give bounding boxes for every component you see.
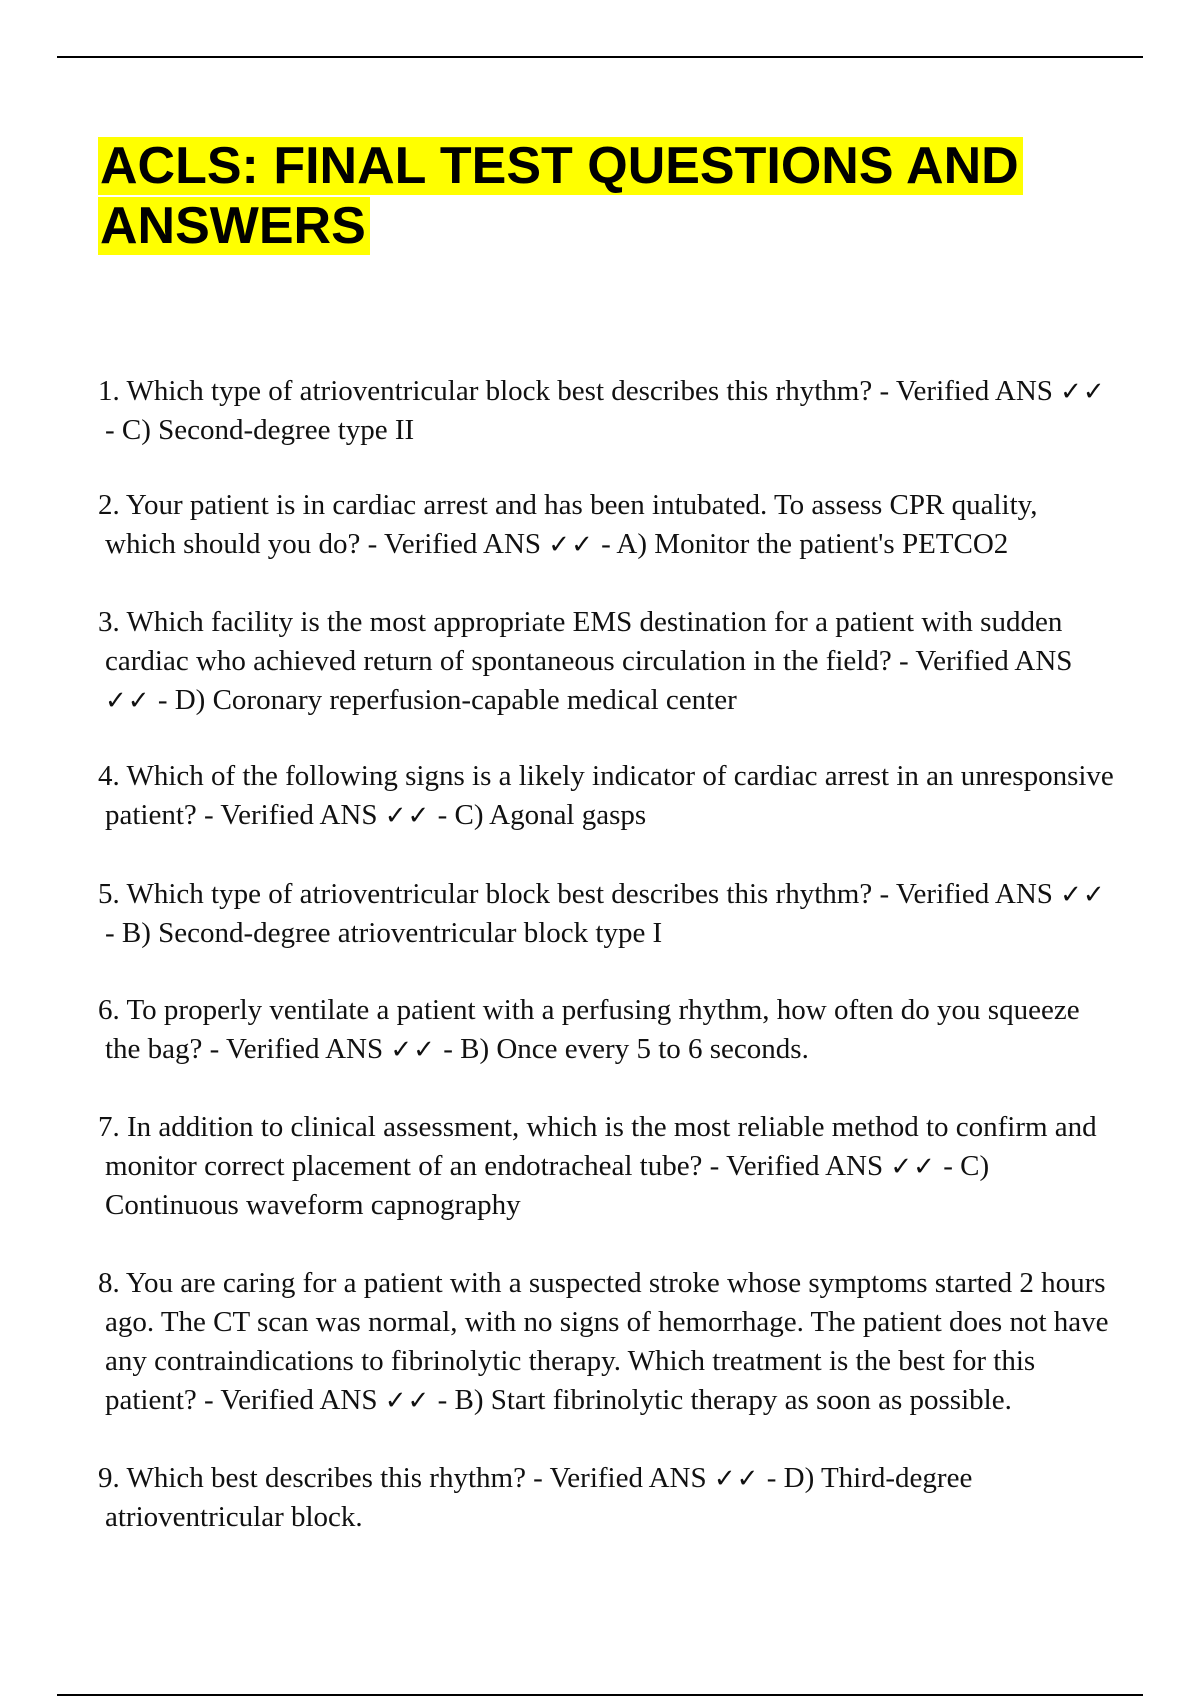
question-text: the bag? - Verified ANS	[105, 1033, 391, 1065]
check-mark-icon: ✓✓	[1060, 377, 1106, 407]
question-line	[98, 1186, 1097, 1225]
question-item	[98, 372, 1106, 450]
question-item	[98, 1108, 1097, 1225]
question-text: 9. Which best describes this rhythm? - Verified ANS	[98, 1462, 714, 1494]
question-text: 8. You are caring for a patient with a suspected stroke whose symptoms started 2 hours	[98, 1267, 1106, 1299]
question-text: - B) Start fibrinolytic therapy as soon as possible.	[430, 1384, 1012, 1416]
question-line	[98, 411, 1106, 450]
question-line	[98, 1498, 972, 1537]
question-line	[98, 991, 1080, 1030]
question-line	[98, 796, 1114, 835]
question-item	[98, 1459, 972, 1537]
question-text: cardiac who achieved return of spontaneous circulation in the field? - Verified ANS	[105, 645, 1073, 677]
question-text: - C) Agonal gasps	[430, 799, 647, 831]
question-text: - B) Second-degree atrioventricular block type I	[105, 917, 663, 949]
question-text: 3. Which facility is the most appropriate EMS destination for a patient with sudden	[98, 606, 1063, 638]
question-line	[98, 1381, 1109, 1420]
question-line	[98, 372, 1106, 411]
page-title	[98, 136, 1098, 256]
question-line	[98, 1030, 1080, 1069]
question-line	[98, 525, 1038, 564]
check-mark-icon: ✓✓	[548, 530, 594, 560]
question-line	[98, 1303, 1109, 1342]
check-mark-icon: ✓✓	[384, 1386, 431, 1416]
question-text: 4. Which of the following signs is a likely indicator of cardiac arrest in an unresponsive	[98, 760, 1114, 792]
question-line	[98, 1108, 1097, 1147]
bottom-rule	[57, 1694, 1143, 1696]
question-text: - C)	[935, 1150, 990, 1182]
check-mark-icon: ✓✓	[390, 1035, 436, 1065]
check-mark-icon: ✓✓	[713, 1464, 760, 1494]
question-text: monitor correct placement of an endotracheal tube? - Verified ANS	[105, 1150, 891, 1182]
question-line	[98, 1264, 1109, 1303]
check-mark-icon: ✓✓	[1060, 880, 1106, 910]
question-item	[98, 486, 1038, 564]
question-text: - B) Once every 5 to 6 seconds.	[435, 1033, 809, 1065]
check-mark-icon: ✓✓	[384, 801, 431, 831]
question-line	[98, 642, 1072, 681]
question-line	[98, 1147, 1097, 1186]
question-text: - D) Coronary reperfusion-capable medical center	[150, 684, 737, 716]
question-item	[98, 757, 1114, 835]
question-item	[98, 875, 1106, 953]
question-line	[98, 757, 1114, 796]
question-text: atrioventricular block.	[105, 1501, 363, 1533]
question-item	[98, 1264, 1109, 1420]
question-text: 6. To properly ventilate a patient with a perfusing rhythm, how often do you squeeze	[98, 994, 1080, 1026]
question-text: - C) Second-degree type II	[105, 414, 415, 446]
top-rule	[57, 56, 1143, 58]
question-text: patient? - Verified ANS	[105, 799, 385, 831]
question-text: patient? - Verified ANS	[105, 1384, 385, 1416]
question-line	[98, 681, 1072, 720]
check-mark-icon: ✓✓	[105, 686, 151, 716]
question-text: Continuous waveform capnography	[105, 1189, 521, 1221]
check-mark-icon: ✓✓	[890, 1152, 936, 1182]
question-line	[98, 603, 1072, 642]
question-line	[98, 875, 1106, 914]
question-line	[98, 1342, 1109, 1381]
question-item	[98, 603, 1072, 720]
question-text: 7. In addition to clinical assessment, which is the most reliable method to confirm and	[98, 1111, 1097, 1143]
question-text: any contraindications to fibrinolytic therapy. Which treatment is the best for this	[105, 1345, 1036, 1377]
question-text: 2. Your patient is in cardiac arrest and has been intubated. To assess CPR quality,	[98, 489, 1038, 521]
question-text: - A) Monitor the patient's PETCO2	[593, 528, 1009, 560]
title-highlight: ACLS: FINAL TEST QUESTIONS AND ANSWERS	[98, 137, 1023, 255]
question-text: 1. Which type of atrioventricular block best describes this rhythm? - Verified ANS	[98, 375, 1061, 407]
question-text: which should you do? - Verified ANS	[105, 528, 549, 560]
question-line	[98, 914, 1106, 953]
question-line	[98, 486, 1038, 525]
question-text: - D) Third-degree	[759, 1462, 973, 1494]
question-text: 5. Which type of atrioventricular block best describes this rhythm? - Verified ANS	[98, 878, 1061, 910]
question-item	[98, 991, 1080, 1069]
question-line	[98, 1459, 972, 1498]
question-text: ago. The CT scan was normal, with no signs of hemorrhage. The patient does not have	[105, 1306, 1109, 1338]
